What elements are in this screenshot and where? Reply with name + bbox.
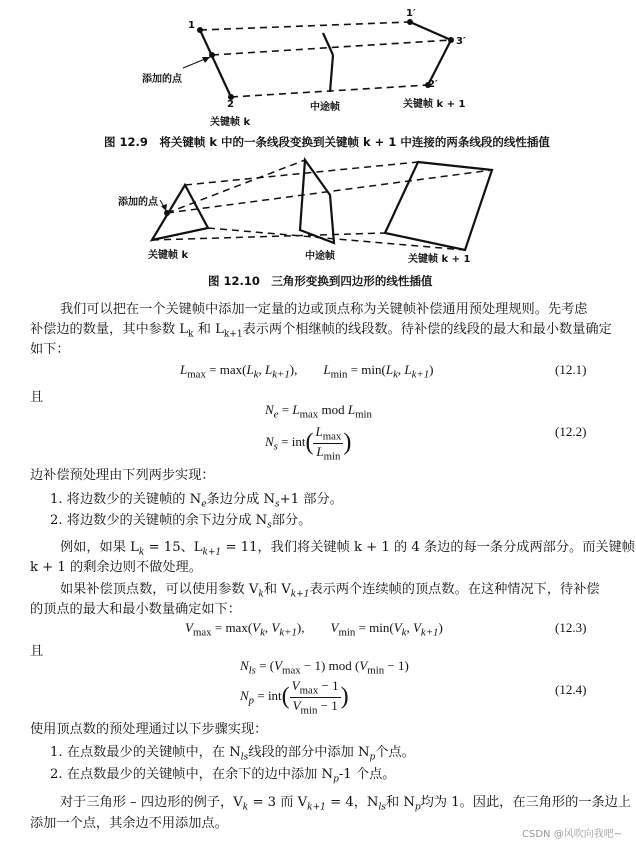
para1-line1: 我们可以把在一个关键帧中添加一定量的边或顶点称为关键帧补偿通用预处理规则。先考虑 bbox=[60, 302, 588, 317]
fig1-seg-k1-a bbox=[410, 22, 451, 40]
fig2-label-keyframe-k1: 关键帧 k + 1 bbox=[408, 254, 471, 265]
fig1-point-1 bbox=[197, 27, 203, 33]
para1-line3: 如下： bbox=[30, 342, 70, 357]
and-1: 且 bbox=[30, 390, 44, 405]
fig1-point-3p bbox=[448, 37, 454, 43]
eq-12-2-line1: $N_e = L_{max}$ mod $L_{min}$ bbox=[265, 402, 372, 421]
final-line2: 添加一个点，其余边不用添加点。 bbox=[30, 816, 228, 831]
fig1-label-midframe: 中途帧 bbox=[310, 102, 340, 113]
fig1-segment-k bbox=[200, 30, 231, 97]
fig1-label-2: 2 bbox=[227, 99, 234, 110]
example-line2: k + 1 的剩余边则不做处理。 bbox=[30, 560, 202, 575]
eq-12-3: $V_{max} = \max(V_k$, $V_{k+1}$), $V_{min} = \min(V_k$, $V_{k+1}$) bbox=[185, 620, 443, 639]
fig2-label-added-point: 添加的点 bbox=[118, 197, 158, 208]
edge-step-2: 2. 将边数少的关键帧的余下边分成 $N_s$部分。 bbox=[50, 513, 312, 531]
eq-12-4-number: (12.4) bbox=[555, 682, 587, 697]
eq-12-2-line2: $N_s = int$( $\frac{L_{max}}{L_{min}}$ ) bbox=[265, 424, 352, 463]
final-line1: 对于三角形 – 四边形的例子，$V_k = 3$ 而 $V_{k+1} = 4$，$N_{ls}$和 $N_p$均为 1。因此，在三角形的一条边上 bbox=[60, 795, 632, 813]
fig1-caption: 图 12.9 将关键帧 k 中的一条线段变换到关键帧 k + 1 中连接的两条线段的线性插值 bbox=[104, 135, 550, 149]
fig1-label-keyframe-k1: 关键帧 k + 1 bbox=[403, 99, 466, 110]
fig1-mid-seg-b bbox=[330, 55, 333, 92]
fig2-caption: 图 12.10 三角形变换到四边形的线性插值 bbox=[208, 274, 433, 288]
vert-line2: 的顶点的最大和最小数量确定如下： bbox=[30, 602, 241, 617]
fig1-label-added-point: 添加的点 bbox=[142, 74, 182, 85]
and-2: 且 bbox=[30, 644, 44, 659]
example-line1: 例如，如果 $L_k = 15$、$L_{k+1} = 11$，我们将关键帧 k + 1 的 4 条边的每一条分成两部分。而关键帧 bbox=[60, 540, 635, 558]
eq-12-1: $L_{max} = \max(L_k$, $L_{k+1}$), $L_{min} = \min(L_k$, $L_{k+1}$) bbox=[180, 362, 434, 381]
edge-intro: 边补偿预处理由下列两步实现： bbox=[30, 468, 215, 483]
vert-line1: 如果补偿顶点数，可以使用参数 $V_k$和 $V_{k+1}$表示两个连续帧的顶点数。在这种情况下，待补偿 bbox=[60, 582, 600, 600]
eq-12-2-number: (12.2) bbox=[555, 424, 587, 439]
fig1-mid-seg-a bbox=[323, 33, 333, 55]
eq-12-3-number: (12.3) bbox=[555, 620, 587, 635]
vert-step-1: 1. 在点数最少的关键帧中，在 $N_{ls}$线段的部分中添加 $N_p$个点。 bbox=[50, 745, 415, 763]
para1-line2: 补偿边的数量，其中参数 $L_k$ 和 $L_{k+1}$表示两个相继帧的线段数。待补偿的线段的最大和最小数量确定 bbox=[30, 322, 612, 340]
fig2-label-midframe: 中途帧 bbox=[305, 251, 335, 262]
eq-12-4-line1: $N_{ls} = (V_{max} - 1)$ mod $(V_{min} - 1)$ bbox=[240, 658, 409, 677]
eq-12-1-number: (12.1) bbox=[555, 362, 587, 377]
fig2-added-point bbox=[164, 210, 170, 216]
vert-step-2: 2. 在点数最少的关键帧中，在余下的边中添加 $N_p-1$ 个点。 bbox=[50, 767, 396, 785]
fig2-quad bbox=[385, 162, 492, 250]
fig1-label-2p: 2′ bbox=[428, 79, 438, 90]
vert-intro: 使用顶点数的预处理通过以下步骤实现： bbox=[30, 722, 268, 737]
fig1-label-3p: 3′ bbox=[456, 36, 466, 47]
fig1-point-1p bbox=[407, 19, 413, 25]
fig1-label-keyframe-k: 关键帧 k bbox=[210, 117, 251, 128]
fig2-triangle bbox=[152, 185, 208, 240]
fig1-label-1p: 1′ bbox=[406, 8, 416, 19]
edge-step-1: 1. 将边数少的关键帧的 $N_e$条边分成 $N_s+1$ 部分。 bbox=[50, 492, 343, 510]
eq-12-4-line2: $N_p = int$( $\frac{V_{max} - 1}{V_{min} - 1}$ ) bbox=[240, 678, 349, 717]
watermark: CSDN @风吹向我吧~ bbox=[522, 829, 623, 840]
fig1-label-1: 1 bbox=[188, 20, 195, 31]
fig2-label-keyframe-k: 关键帧 k bbox=[148, 250, 189, 261]
